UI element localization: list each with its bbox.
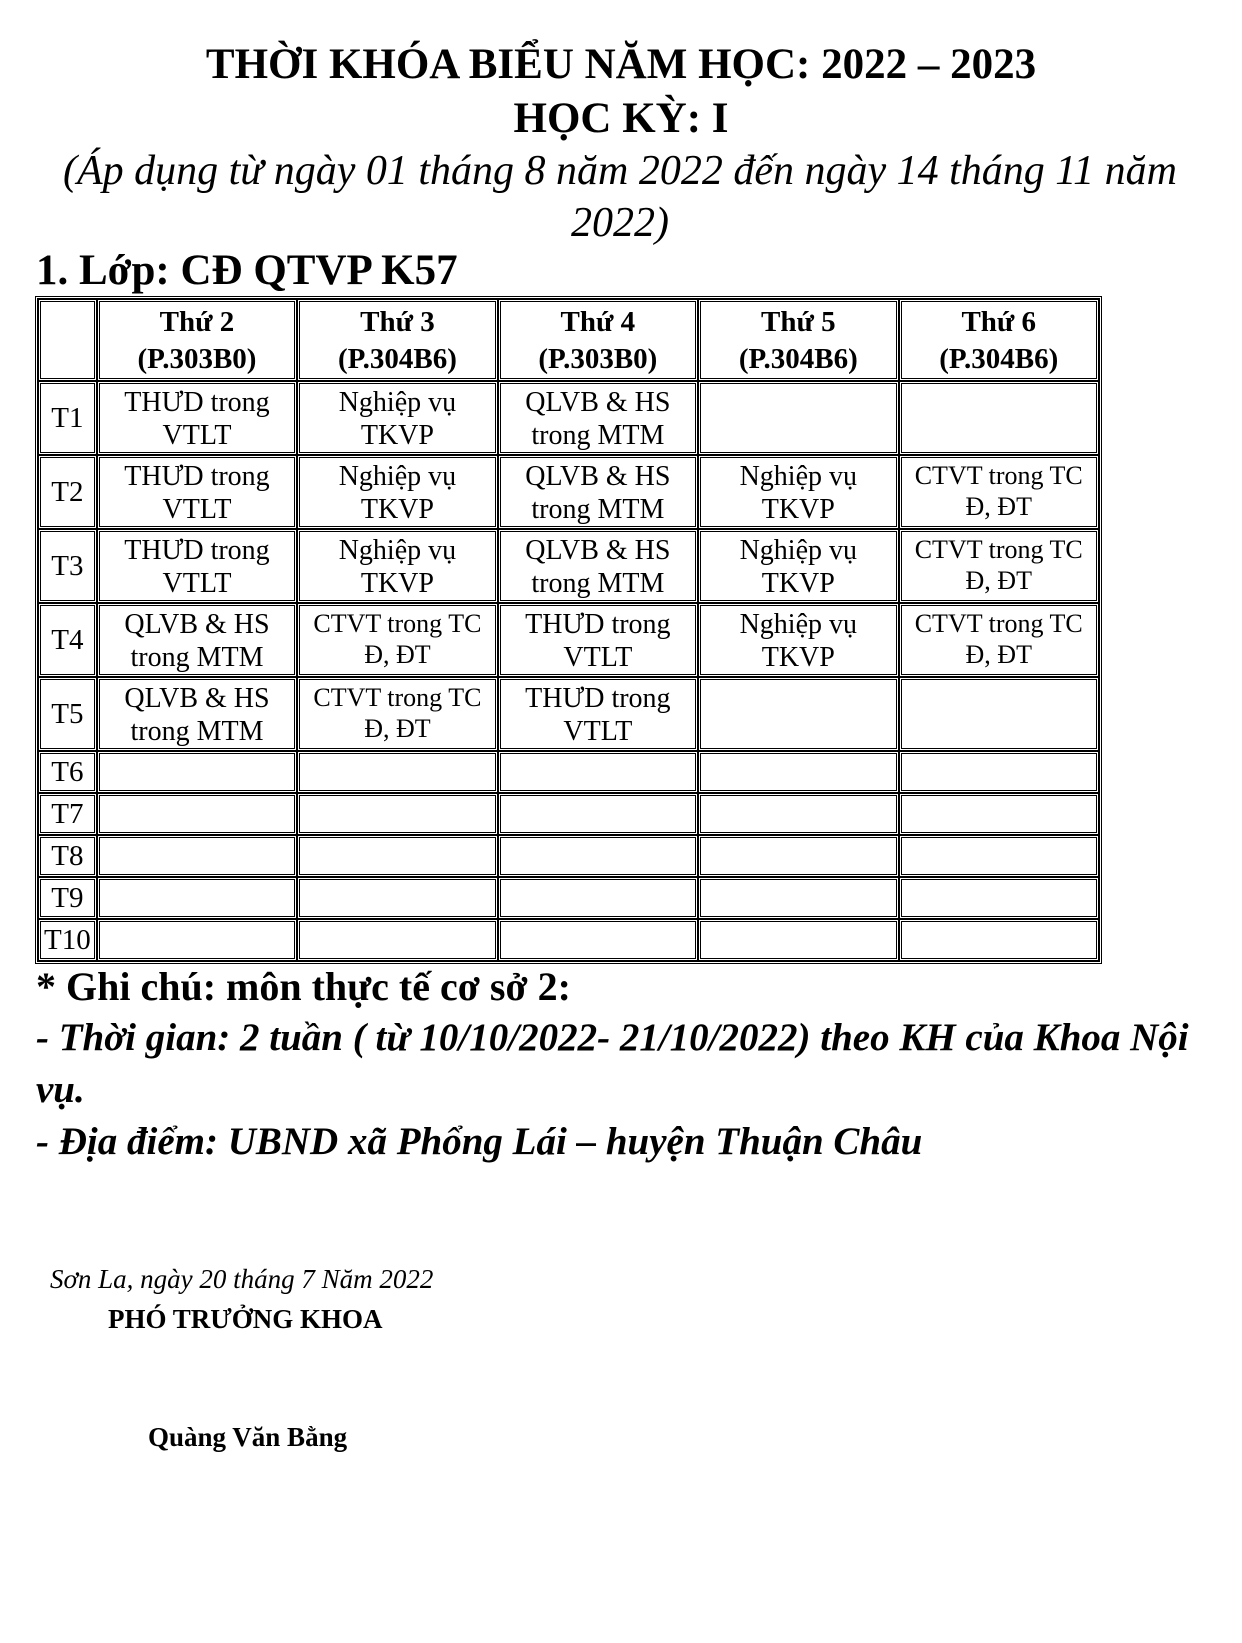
semester-label: HỌC KỲ: I: [513, 95, 729, 142]
subject-line: Nghiệp vụ: [739, 609, 858, 640]
subject-line: QLVB & HS: [525, 387, 671, 418]
signature-role: PHÓ TRƯỞNG KHOA: [108, 1304, 383, 1334]
subject-line: trong MTM: [130, 716, 264, 747]
timetable-cell: [297, 381, 497, 455]
subject-line: Nghiệp vụ: [739, 535, 858, 566]
subject-line: VTLT: [563, 642, 633, 673]
day-room: (P.303B0): [137, 343, 257, 375]
subject-line: Đ, ĐT: [364, 714, 431, 743]
subject-line: THƯD trong: [525, 609, 671, 640]
timetable-cell: [698, 835, 898, 877]
timetable-cell: [698, 381, 898, 455]
timetable-cell: [698, 793, 898, 835]
note-time: - Thời gian: 2 tuần ( từ 10/10/2022- 21/10/2022) theo KH của Khoa Nội vụ.: [36, 1016, 1189, 1111]
subject-line: Nghiệp vụ: [338, 387, 457, 418]
timetable-row: [38, 603, 1099, 677]
period-label: T6: [38, 751, 97, 793]
subject-line: CTVT trong TC: [313, 683, 482, 712]
period-label: T9: [38, 877, 97, 919]
timetable-cell: [97, 751, 297, 793]
subject-line: CTVT trong TC: [914, 535, 1083, 564]
period-label: T1: [38, 381, 97, 455]
note-location: - Địa điểm: UBND xã Phổng Lái – huyện Thuận Châu: [36, 1120, 923, 1163]
subject-line: THƯD trong: [525, 683, 671, 714]
day-room: (P.304B6): [337, 343, 457, 375]
subject-line: QLVB & HS: [525, 461, 671, 492]
day-room: (P.304B6): [939, 343, 1059, 375]
timetable-cell: [899, 455, 1099, 529]
period-label: T7: [38, 793, 97, 835]
period-label: T2: [38, 455, 97, 529]
subject-line: Nghiệp vụ: [338, 461, 457, 492]
day-header: [498, 299, 698, 381]
period-label: T8: [38, 835, 97, 877]
timetable-cell: [498, 877, 698, 919]
day-header: [698, 299, 898, 381]
subject-line: CTVT trong TC: [313, 609, 482, 638]
applied-period: (Áp dụng từ ngày 01 tháng 8 năm 2022 đến ngày 14 tháng 11 năm 2022): [62, 148, 1178, 246]
timetable-cell: [498, 751, 698, 793]
timetable-row: [38, 381, 1099, 455]
timetable-cell: [297, 919, 497, 961]
day-room: (P.304B6): [738, 343, 858, 375]
timetable-cell: [97, 381, 297, 455]
timetable-cell: [97, 877, 297, 919]
timetable-cell: [498, 835, 698, 877]
subject-line: TKVP: [761, 494, 835, 525]
subject-line: TKVP: [360, 420, 434, 451]
timetable-cell: [899, 603, 1099, 677]
document-title: THỜI KHÓA BIỂU NĂM HỌC: 2022 – 2023: [205, 41, 1037, 88]
timetable-header-row: [38, 299, 1099, 381]
timetable: [35, 296, 1102, 964]
timetable-row: [38, 529, 1099, 603]
subject-line: CTVT trong TC: [914, 461, 1083, 490]
timetable-row: [38, 919, 1099, 961]
timetable-row: [38, 877, 1099, 919]
timetable-cell: [698, 529, 898, 603]
timetable-cell: [899, 835, 1099, 877]
timetable-cell: [698, 455, 898, 529]
timetable-cell: [899, 529, 1099, 603]
subject-line: VTLT: [162, 494, 232, 525]
signature-place-date: Sơn La, ngày 20 tháng 7 Năm 2022: [50, 1264, 434, 1294]
timetable-cell: [498, 919, 698, 961]
subject-line: Đ, ĐT: [965, 492, 1032, 521]
timetable-cell: [498, 603, 698, 677]
day-name: Thứ 4: [560, 306, 636, 338]
subject-line: QLVB & HS: [525, 535, 671, 566]
timetable-cell: [97, 677, 297, 751]
timetable-cell: [97, 919, 297, 961]
timetable-cell: [297, 751, 497, 793]
timetable-cell: [97, 603, 297, 677]
timetable-cell: [297, 877, 497, 919]
timetable-cell: [297, 455, 497, 529]
period-label: T10: [38, 919, 97, 961]
note-heading: * Ghi chú: môn thực tế cơ sở 2:: [36, 964, 571, 1009]
timetable-cell: [297, 677, 497, 751]
day-name: Thứ 2: [159, 306, 235, 338]
period-label: T5: [38, 677, 97, 751]
subject-line: THƯD trong: [124, 535, 270, 566]
day-name: Thứ 3: [360, 306, 435, 338]
timetable-cell: [498, 793, 698, 835]
period-label: T4: [38, 603, 97, 677]
corner-cell: [38, 299, 97, 381]
day-header: [297, 299, 497, 381]
timetable-cell: [498, 677, 698, 751]
day-header: [899, 299, 1099, 381]
subject-line: TKVP: [360, 568, 434, 599]
day-name: Thứ 6: [961, 306, 1037, 338]
timetable-cell: [899, 793, 1099, 835]
period-label: T3: [38, 529, 97, 603]
timetable-cell: [498, 455, 698, 529]
subject-line: Nghiệp vụ: [739, 461, 858, 492]
timetable-row: [38, 677, 1099, 751]
timetable-row: [38, 793, 1099, 835]
subject-line: VTLT: [162, 568, 232, 599]
subject-line: TKVP: [761, 642, 835, 673]
timetable-cell: [297, 529, 497, 603]
subject-line: Đ, ĐT: [965, 566, 1032, 595]
subject-line: VTLT: [162, 420, 232, 451]
timetable-cell: [899, 919, 1099, 961]
timetable-cell: [899, 381, 1099, 455]
timetable-cell: [698, 677, 898, 751]
signature-name: Quàng Văn Bằng: [148, 1422, 348, 1452]
timetable-cell: [97, 793, 297, 835]
timetable-cell: [498, 529, 698, 603]
day-name: Thứ 5: [760, 306, 836, 338]
class-label: 1. Lớp: CĐ QTVP K57: [36, 247, 458, 294]
timetable-cell: [698, 919, 898, 961]
timetable-row: [38, 835, 1099, 877]
timetable-cell: [97, 455, 297, 529]
subject-line: Đ, ĐT: [364, 640, 431, 669]
day-room: (P.303B0): [538, 343, 658, 375]
subject-line: THƯD trong: [124, 461, 270, 492]
timetable-cell: [297, 603, 497, 677]
timetable-cell: [97, 835, 297, 877]
subject-line: QLVB & HS: [124, 683, 270, 714]
day-header: [97, 299, 297, 381]
subject-line: trong MTM: [531, 494, 665, 525]
subject-line: trong MTM: [531, 568, 665, 599]
timetable-cell: [498, 381, 698, 455]
timetable-row: [38, 455, 1099, 529]
subject-line: CTVT trong TC: [914, 609, 1083, 638]
subject-line: VTLT: [563, 716, 633, 747]
subject-line: THƯD trong: [124, 387, 270, 418]
timetable-cell: [297, 793, 497, 835]
timetable-cell: [698, 877, 898, 919]
timetable-cell: [97, 529, 297, 603]
timetable-cell: [698, 751, 898, 793]
subject-line: trong MTM: [130, 642, 264, 673]
subject-line: TKVP: [761, 568, 835, 599]
subject-line: QLVB & HS: [124, 609, 270, 640]
timetable-row: [38, 751, 1099, 793]
subject-line: Nghiệp vụ: [338, 535, 457, 566]
timetable-cell: [899, 877, 1099, 919]
timetable-cell: [698, 603, 898, 677]
subject-line: Đ, ĐT: [965, 640, 1032, 669]
timetable-cell: [297, 835, 497, 877]
subject-line: trong MTM: [531, 420, 665, 451]
subject-line: TKVP: [360, 494, 434, 525]
timetable-cell: [899, 677, 1099, 751]
timetable-cell: [899, 751, 1099, 793]
